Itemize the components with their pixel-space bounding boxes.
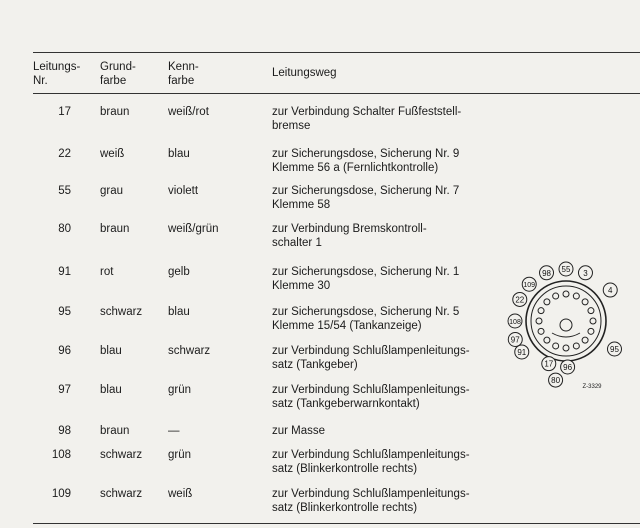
connector-pin [553, 343, 559, 349]
header-kennfarbe [168, 60, 199, 88]
cell-leitungsweg [272, 147, 502, 175]
cell-grundfarbe: rot [100, 266, 114, 278]
cell-leitungs-nr: 97 [58, 384, 71, 396]
leitungsweg-line: zur Masse [272, 425, 326, 437]
connector-pin [544, 337, 550, 343]
connector-diagram [496, 258, 636, 394]
cell-leitungs-nr: 96 [58, 345, 71, 357]
cell-kennfarbe: grün [168, 384, 192, 396]
connector-pin [573, 293, 579, 299]
leitungsweg-line: zur Verbindung Bremskontroll- [272, 223, 427, 235]
cell-kennfarbe: schwarz [168, 345, 211, 357]
cell-grundfarbe: braun [100, 106, 130, 118]
cell-leitungs-nr: 98 [58, 425, 71, 437]
connector-pin [588, 328, 594, 334]
leitungsweg-line: Klemme 56 a (Fernlichtkontrolle) [272, 162, 439, 174]
cell-kennfarbe: blau [168, 148, 190, 160]
wire-label-text: 4 [608, 286, 613, 296]
cell-grundfarbe: schwarz [100, 488, 143, 500]
connector-pin [563, 291, 569, 297]
wire-label-text: 91 [517, 347, 527, 357]
bottom-rule [33, 523, 640, 524]
leitungsweg-line: zur Sicherungsdose, Sicherung Nr. 1 [272, 266, 460, 278]
leitungsweg-line: schalter 1 [272, 237, 322, 249]
connector-center-pin [560, 319, 572, 331]
connector-outer-ring [526, 281, 606, 361]
cell-leitungs-nr: 108 [51, 449, 71, 461]
cell-grundfarbe: braun [100, 223, 130, 235]
cell-grundfarbe: braun [100, 425, 130, 437]
cell-kennfarbe: grün [168, 449, 192, 461]
cell-kennfarbe: — [168, 425, 180, 437]
header-line: Grund- [100, 61, 136, 73]
leitungsweg-line: satz (Tankgeberwarnkontakt) [272, 398, 420, 410]
leitungsweg-line: bremse [272, 120, 311, 132]
cell-kennfarbe: weiß/rot [168, 106, 209, 118]
connector-pin [538, 328, 544, 334]
connector-pin [563, 345, 569, 351]
cell-leitungsweg [272, 344, 502, 372]
leitungsweg-line: satz (Tankgeber) [272, 359, 358, 371]
cell-leitungsweg [272, 184, 502, 212]
leitungsweg-line: satz (Blinkerkontrolle rechts) [272, 502, 418, 514]
cell-leitungsweg [272, 105, 502, 133]
connector-pin [590, 318, 596, 324]
cell-kennfarbe: gelb [168, 266, 190, 278]
wire-label-text: 109 [523, 282, 536, 290]
cell-grundfarbe: grau [100, 185, 124, 197]
leitungsweg-line: Klemme 58 [272, 199, 331, 211]
cell-leitungsweg [272, 448, 502, 476]
connector-pin [538, 308, 544, 314]
leitungsweg-line: zur Verbindung Schlußlampenleitungs- [272, 384, 470, 396]
cell-grundfarbe: blau [100, 384, 122, 396]
connector-pin [582, 299, 588, 305]
header-line: farbe [168, 75, 195, 87]
leitungsweg-line: zur Sicherungsdose, Sicherung Nr. 9 [272, 148, 460, 160]
cell-kennfarbe: blau [168, 306, 190, 318]
leitungsweg-line: zur Sicherungsdose, Sicherung Nr. 7 [272, 185, 460, 197]
header-rule [33, 93, 640, 94]
header-line: Nr. [33, 75, 48, 87]
header-leitungsweg: Leitungsweg [272, 67, 337, 79]
cell-grundfarbe: blau [100, 345, 122, 357]
connector-diagram-group [508, 262, 621, 390]
connector-pin [582, 337, 588, 343]
leitungsweg-line: zur Verbindung Schalter Fußfeststell- [272, 106, 462, 118]
cell-leitungsweg [272, 424, 502, 438]
leitungsweg-line: Klemme 15/54 (Tankanzeige) [272, 320, 422, 332]
wire-label-text: 22 [515, 295, 525, 305]
cell-leitungsweg [272, 265, 502, 293]
wire-label-text: 80 [551, 376, 561, 386]
leitungsweg-line: zur Sicherungsdose, Sicherung Nr. 5 [272, 306, 460, 318]
wire-label-text: 97 [510, 335, 520, 345]
leitungsweg-line: zur Verbindung Schlußlampenleitungs- [272, 345, 470, 357]
header-leitungs-nr [33, 60, 80, 88]
leitungsweg-line: satz (Blinkerkontrolle rechts) [272, 463, 418, 475]
connector-pin [553, 293, 559, 299]
wire-label-text: 108 [509, 319, 521, 326]
connector-key-arc [552, 333, 580, 337]
cell-leitungsweg [272, 383, 502, 411]
cell-leitungsweg [272, 487, 502, 515]
cell-leitungs-nr: 55 [58, 185, 71, 197]
connector-pin [544, 299, 550, 305]
cell-kennfarbe: violett [168, 185, 199, 197]
leitungsweg-line: Klemme 30 [272, 280, 331, 292]
cell-leitungs-nr: 22 [58, 148, 71, 160]
header-grundfarbe [100, 60, 136, 88]
wire-label-text: 96 [563, 362, 573, 372]
cell-grundfarbe: schwarz [100, 449, 143, 461]
wire-label-text: 98 [542, 268, 551, 278]
drawing-code: Z-3329 [582, 384, 602, 390]
header-line: Kenn- [168, 61, 199, 73]
cell-kennfarbe: weiß [168, 488, 193, 500]
cell-leitungsweg [272, 222, 502, 250]
connector-pin [536, 318, 542, 324]
cell-leitungs-nr: 91 [58, 266, 71, 278]
cell-leitungs-nr: 95 [58, 306, 71, 318]
top-rule [33, 52, 640, 53]
wire-label-text: 55 [561, 265, 571, 274]
cell-leitungs-nr: 80 [58, 223, 71, 235]
leitungsweg-line: zur Verbindung Schlußlampenleitungs- [272, 449, 470, 461]
cell-grundfarbe: schwarz [100, 306, 143, 318]
cell-grundfarbe: weiß [100, 148, 125, 160]
header-line: Leitungs- [33, 61, 81, 73]
cell-leitungs-nr: 109 [51, 488, 71, 500]
cell-kennfarbe: weiß/grün [168, 223, 219, 235]
cell-leitungsweg [272, 305, 502, 333]
connector-pin [588, 308, 594, 314]
wire-label-text: 17 [544, 359, 554, 369]
cell-leitungs-nr: 17 [58, 106, 71, 118]
leitungsweg-line: zur Verbindung Schlußlampenleitungs- [272, 488, 470, 500]
wire-label-text: 95 [610, 345, 619, 354]
connector-pin [573, 343, 579, 349]
header-line: farbe [100, 75, 127, 87]
wire-label-text: 3 [583, 268, 588, 278]
